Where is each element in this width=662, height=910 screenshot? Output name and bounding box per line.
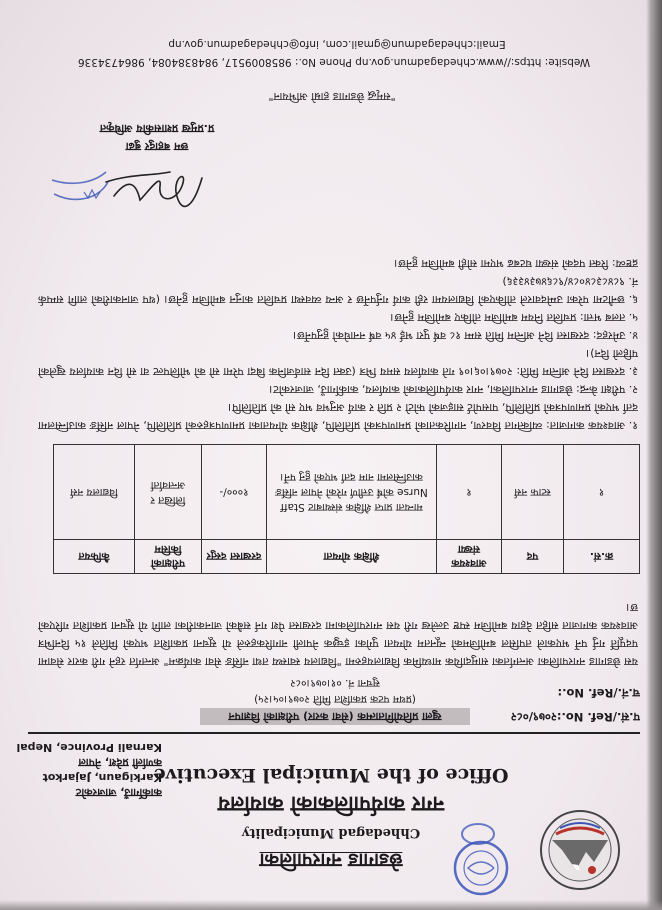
address-line: कार्कीगाउँ, जाजरकोट [75, 786, 162, 799]
column-header-exam-type: परीक्षाको किसिम [135, 540, 202, 574]
office-address [12, 740, 162, 800]
footer-slogan: "समृद्ध छेडागाड हाम्रो अभियान" [268, 90, 396, 103]
signatory-name: छम बहादुर बुढा [125, 140, 189, 153]
cell-count: १ [437, 445, 502, 540]
notice-title: खुला प्रतियोगितात्मक (सेवा करार) परीक्षाको विज्ञापन [200, 708, 470, 725]
vacancy-table [53, 444, 640, 574]
signature [100, 158, 210, 222]
column-header-remarks: कैफियत [54, 540, 135, 574]
footer-website-phone: Website: https://www.chhedagadmun.gov.np Phone No.: 9858009517, 9848384084, 9864734336 [77, 56, 591, 68]
cell-qualification: मान्यता प्राप्त शैक्षिक संस्थाबाट Staff Nurse कोर्ष उत्तीर्ण गरेको नेपाल नर्सिङ काउन्सिलमा नाम दर्ता भएको हुनु पर्ने। [267, 445, 437, 540]
office-name-english: Office of the Municipal Executive [153, 764, 509, 786]
cell-remarks: विद्यालय नर्स [54, 445, 135, 540]
header-divider [28, 732, 640, 734]
list-item: ६. छनौटमा परेका उम्मेदवारले तोकिएको विद्यालयमा रही कार्य गर्नुपर्नेछ र अन्य व्यवस्था प्रचलित कानुन बमोजिम हुनेछ। (थप जानकारीको लागि सम्पर्क नं. ९८४८३८४०८४/९८६४७३४३३६) [38, 275, 638, 306]
signature-stamp-icon [46, 162, 114, 212]
scan-edge-shadow [646, 0, 662, 910]
cell-fee: १०००/- [202, 445, 267, 540]
list-item: ५. तलब भत्ता: प्रचलित नियम बमोजिम तोकिए बमोजिम हुनेछ। [390, 311, 638, 324]
list-item-note: द्रष्टव्य: रिक्त पदको संख्या घटबढ भएमा सोही बमोजिम हुनेछ। [394, 257, 638, 270]
municipality-emblem-icon [538, 808, 622, 892]
list-item: १. आवश्यक कागजात: व्यक्तिगत विवरण, नागरिकताको प्रमाणपत्रको प्रतिलिपि, शैक्षिक योग्यताका प्रमाणपत्रहरुको प्रतिलिपि, नेपाल नर्सिङ काउन्सिलमा दर्ता भएको प्रमाणपत्रको प्रतिलिपि, पासपोर्ट साइजको फोटो २ प्रति र कार्य अनुभव भए सो को प्रतिलिपि। [38, 401, 638, 432]
office-name-nepali: नगर कार्यपालिकाको कार्यालय [217, 792, 445, 816]
list-item: ४. उमेरहद: दरखास्त दिने अन्तिम मिति सम्म १८ वर्ष पुरा भई ४५ वर्ष ननाघेको हुनुपर्नेछ। [292, 329, 638, 342]
address-line: कर्णाली प्रदेश, नेपाल [78, 756, 162, 769]
signatory-designation: प्र.प्रमुख प्रशासकीय अधिकृत [99, 122, 215, 135]
scan-edge-shadow-top [0, 900, 662, 910]
column-header-fee: दरखास्त दस्तुर [202, 540, 267, 574]
reference-number: प.सं./Ref. No.:२०७९/०८२ [510, 710, 640, 724]
address-line: Karnali Province, Nepal [16, 741, 162, 754]
list-item: २. परीक्षा केन्द्र: छेडागाड नगरपालिका, नगर कार्यपालिकाको कार्यालय, कार्कीगाउँ, जाजरकोट। [269, 383, 638, 396]
column-header-post: पद [502, 540, 564, 574]
published-date: (प्रथम पटक प्रकाशित मिति २०७९।०५।२५) [254, 693, 416, 705]
dispatch-number: च.नं./Ref. No.: [557, 686, 640, 700]
column-header-count: आवश्यक संख्या [437, 540, 502, 574]
column-header-serial: क्र.सं. [564, 540, 640, 574]
municipality-name-nepali: छेडागाड नगरपालिका [259, 849, 403, 871]
cell-exam-type: लिखित र अन्तर्वार्ता [135, 445, 202, 540]
notice-number: सुचना नं. ०१।०७९।०८२ [290, 677, 380, 689]
list-item: ३. दरखास्त दिने अन्तिम मिति: २०७९।०६।०९ गते कार्यालय समय भित्र (उक्त दिन सार्वजनिक बिदा परेमा सो को भोलिपल्ट वा सो दिन कार्यालय खुलेको पहिलो दिन)। [38, 347, 638, 378]
municipality-name-english: Chhedagad Municipality [241, 825, 421, 840]
table-header-row [54, 540, 640, 574]
column-header-qualification: शैक्षिक योग्यता [267, 540, 437, 574]
footer-email: Email:chhedagadmun@gmail.com, info@chhedagadmun.gov.np [168, 38, 506, 50]
cell-post: स्टाफ नर्स [502, 445, 564, 540]
notice-intro-paragraph: यस छेडागाड नगरपालिका अन्तर्गतका सामुदायिक माध्यमिक विद्यालयहरुमा "विद्यालय स्वास्थ्य तथा नर्सिङ सेवा कार्यक्रम" अन्तर्गत रहने गरी करार सेवामा पदपूर्ति गर्नु पर्ने भएकाले तपसिल बमोजिमको न्यूनतम योग्यता पुगेका इच्छुक नेपाली नागरिकहरुले यो सूचना प्रकाशित भएको मितिले १५ दिनभित्र आवश्यक कागजात सहित देहाय बमोजिम स्पष्ट उल्लेख गरी यस नगरपालिकामा दरखास्त पेश गर्न सबैको जानकारीका लागि यो सूचना प्रकाशित गरिएको छ। [38, 601, 638, 668]
table-row [54, 445, 640, 540]
conditions-list [38, 222, 638, 434]
address-line: Karkigaun, Jajarkot [42, 771, 162, 784]
cell-serial: १ [564, 445, 640, 540]
